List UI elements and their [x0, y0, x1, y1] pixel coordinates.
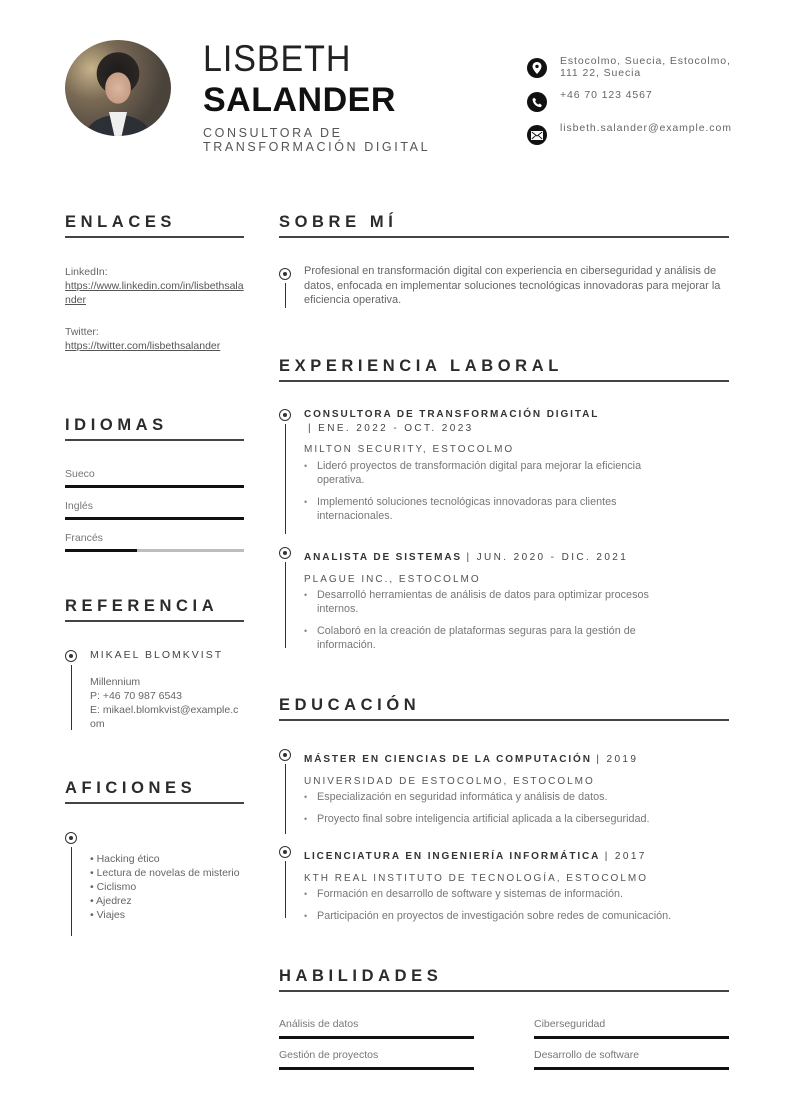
language-item — [65, 500, 244, 520]
bullet-item: • Participación en proyectos de investigación sobre redes de comunicación. — [304, 909, 734, 923]
bullet-item: • Proyecto final sobre inteligencia artificial aplicada a la ciberseguridad. — [304, 812, 734, 826]
skill-level-bar — [279, 1067, 474, 1070]
name-block — [203, 38, 430, 154]
section-divider — [65, 439, 244, 441]
language-level-bar — [65, 485, 244, 488]
link-label-twitter: Twitter: — [65, 326, 99, 338]
last-name: SALANDER — [203, 81, 396, 119]
skill-item — [534, 1049, 729, 1070]
experience-org: MILTON SECURITY, ESTOCOLMO — [304, 444, 515, 455]
language-level-bar — [65, 549, 244, 552]
first-name: LISBETH — [203, 38, 352, 79]
bullet-item: • Implementó soluciones tecnológicas innovadoras para clientes internacionales. — [304, 495, 689, 523]
language-item — [65, 468, 244, 488]
photo-collar — [109, 112, 127, 136]
timeline-line — [285, 283, 287, 308]
section-title-about: SOBRE MÍ — [279, 213, 398, 231]
bullet-item: • Especialización en seguridad informática y análisis de datos. — [304, 790, 734, 804]
language-name: Inglés — [65, 500, 94, 512]
skill-name: Gestión de proyectos — [279, 1049, 379, 1061]
job-title-line2: TRANSFORMACIÓN DIGITAL — [203, 140, 431, 154]
address-text: Estocolmo, Suecia, Estocolmo, 111 22, Suecia — [560, 55, 731, 79]
profile-photo — [65, 40, 171, 136]
reference-email: E: mikael.blomkvist@example.com — [90, 704, 239, 730]
language-item — [65, 532, 244, 552]
section-title-hobbies: AFICIONES — [65, 779, 197, 797]
location-pin-icon — [527, 58, 547, 78]
skill-name: Análisis de datos — [279, 1018, 359, 1030]
language-level-bar — [65, 517, 244, 520]
education-title: LICENCIATURA EN INGENIERÍA INFORMÁTICA — [304, 851, 601, 862]
section-divider — [279, 236, 729, 238]
section-title-languages: IDIOMAS — [65, 416, 168, 434]
timeline-line — [285, 861, 287, 918]
bullet-item: • Formación en desarrollo de software y sistemas de información. — [304, 887, 734, 901]
timeline-marker-icon — [279, 409, 291, 421]
link-label-linkedin: LinkedIn: — [65, 266, 108, 278]
section-divider — [65, 802, 244, 804]
section-divider — [279, 990, 729, 992]
education-dates: | 2017 — [604, 851, 647, 862]
job-title — [203, 126, 430, 154]
email-text[interactable]: lisbeth.salander@example.com — [560, 122, 732, 134]
reference-name: MIKAEL BLOMKVIST — [90, 649, 224, 661]
skill-name: Desarrollo de software — [534, 1049, 640, 1061]
skill-item — [279, 1018, 474, 1039]
experience-dates: | JUN. 2020 - DIC. 2021 — [466, 552, 629, 563]
education-heading — [304, 846, 734, 864]
languages-list — [65, 468, 244, 552]
phone-icon — [527, 92, 547, 112]
link-twitter[interactable]: https://twitter.com/lisbethsalander — [65, 340, 221, 352]
section-title-skills: HABILIDADES — [279, 967, 443, 985]
section-divider — [65, 620, 244, 622]
section-title-reference: REFERENCIA — [65, 597, 219, 615]
hobby-item: • Lectura de novelas de misterio — [90, 867, 240, 879]
experience-title: ANALISTA DE SISTEMAS — [304, 552, 463, 563]
phone-text[interactable]: +46 70 123 4567 — [560, 89, 653, 101]
bullet-item: • Colaboró en la creación de plataformas seguras para la gestión de información. — [304, 624, 689, 652]
reference-phone: P: +46 70 987 6543 — [90, 690, 182, 702]
education-heading — [304, 749, 734, 767]
timeline-marker-icon — [279, 749, 291, 761]
education-bullets — [304, 790, 734, 826]
links-list — [65, 265, 244, 353]
experience-bullets — [304, 588, 689, 652]
contact-email — [527, 122, 732, 145]
experience-title: CONSULTORA DE TRANSFORMACIÓN DIGITAL — [304, 409, 600, 420]
contact-address — [527, 55, 732, 79]
section-title-education: EDUCACIÓN — [279, 696, 421, 714]
timeline-line — [71, 847, 73, 936]
reference-company: Millennium — [90, 676, 141, 688]
experience-heading — [304, 547, 724, 565]
timeline-marker-icon — [65, 650, 77, 662]
education-dates: | 2019 — [596, 754, 639, 765]
timeline-line — [71, 665, 73, 730]
language-name: Francés — [65, 532, 103, 544]
skill-item — [279, 1049, 474, 1070]
contact-phone — [527, 89, 732, 112]
education-org: KTH REAL INSTITUTO DE TECNOLOGÍA, ESTOCOLMO — [304, 873, 649, 884]
section-title-links: ENLACES — [65, 213, 177, 231]
experience-dates: | ENE. 2022 - OCT. 2023 — [308, 423, 474, 434]
timeline-line — [285, 562, 287, 648]
education-title: MÁSTER EN CIENCIAS DE LA COMPUTACIÓN — [304, 754, 592, 765]
bullet-item: • Lideró proyectos de transformación digital para mejorar la eficiencia operativa. — [304, 459, 689, 487]
timeline-line — [285, 424, 287, 534]
timeline-marker-icon — [65, 832, 77, 844]
hobby-item: • Ajedrez — [90, 895, 132, 907]
experience-entry — [304, 409, 724, 531]
experience-org: PLAGUE INC., ESTOCOLMO — [304, 574, 481, 585]
skill-item — [534, 1018, 729, 1039]
timeline-marker-icon — [279, 846, 291, 858]
about-text: Profesional en transformación digital con experiencia en ciberseguridad y análisis de datos, enfocada en implementar soluciones tecnológicas innovadoras para mejorar la eficiencia operativa. — [304, 265, 721, 306]
education-bullets — [304, 887, 734, 923]
experience-entry — [304, 547, 724, 660]
skill-level-bar — [534, 1067, 729, 1070]
hobby-item: • Ciclismo — [90, 881, 137, 893]
education-entry — [304, 749, 734, 834]
section-divider — [279, 380, 729, 382]
skill-level-bar — [279, 1036, 474, 1039]
timeline-marker-icon — [279, 547, 291, 559]
contact-list — [527, 55, 732, 155]
bullet-item: • Desarrolló herramientas de análisis de datos para optimizar procesos internos. — [304, 588, 689, 616]
timeline-marker-icon — [279, 268, 291, 280]
hobby-item: • Hacking ético — [90, 853, 160, 865]
education-entry — [304, 846, 734, 931]
hobbies-list — [90, 852, 240, 922]
section-divider — [65, 236, 244, 238]
section-divider — [279, 719, 729, 721]
timeline-line — [285, 764, 287, 834]
skill-name: Ciberseguridad — [534, 1018, 606, 1030]
link-linkedin[interactable]: https://www.linkedin.com/in/lisbethsalander — [65, 280, 244, 306]
experience-bullets — [304, 459, 689, 523]
language-name: Sueco — [65, 468, 95, 480]
envelope-icon — [527, 125, 547, 145]
hobby-item: • Viajes — [90, 909, 126, 921]
section-title-experience: EXPERIENCIA LABORAL — [279, 357, 563, 375]
education-org: UNIVERSIDAD DE ESTOCOLMO, ESTOCOLMO — [304, 776, 595, 787]
reference-details — [90, 675, 244, 731]
job-title-line1: CONSULTORA DE — [203, 126, 343, 140]
skill-level-bar — [534, 1036, 729, 1039]
